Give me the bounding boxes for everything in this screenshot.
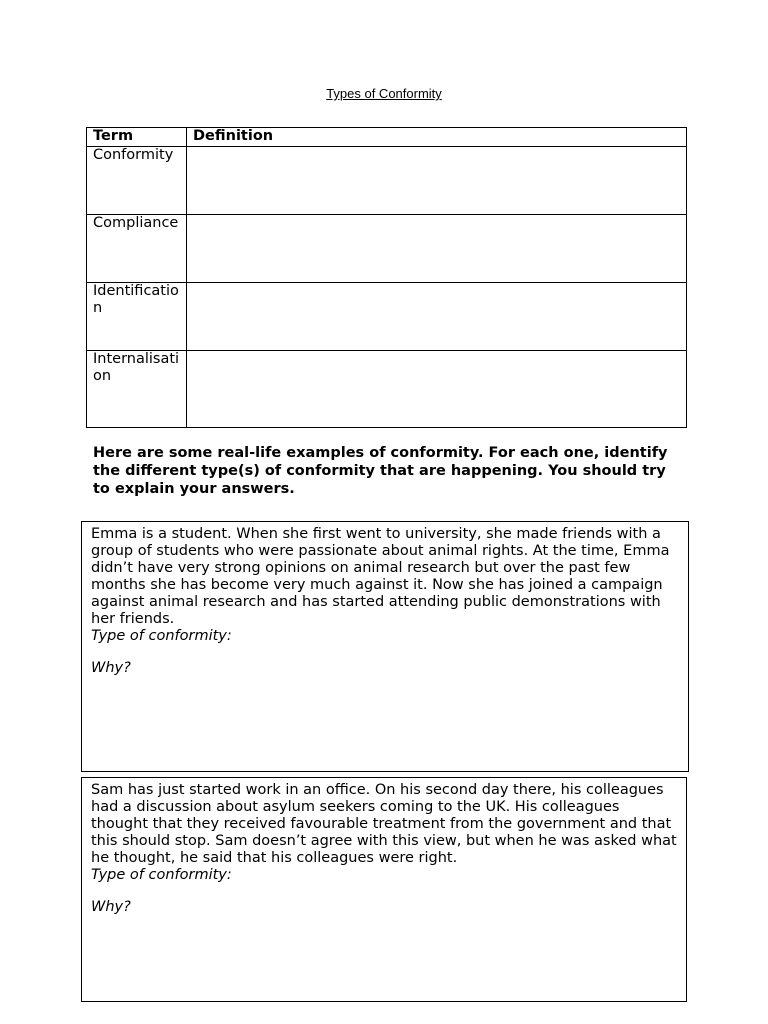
- answer-gap: [91, 645, 680, 660]
- instructions-text: Here are some real-life examples of conformity. For each one, identify the different type(s) of conformity that are happening. You should try to explain your answers.: [93, 445, 668, 497]
- page-title: Types of Conformity: [326, 86, 442, 101]
- term-cell: Compliance: [87, 215, 187, 283]
- definition-cell[interactable]: [187, 215, 687, 283]
- example-box-sam[interactable]: [81, 777, 687, 1002]
- definition-cell[interactable]: [187, 283, 687, 351]
- answer-gap: [91, 884, 678, 899]
- type-of-conformity-label: Type of conformity:: [91, 867, 232, 883]
- table-row: [87, 215, 687, 283]
- term-cell: Conformity: [87, 147, 187, 215]
- why-label: Why?: [91, 899, 131, 915]
- table-header-row: [87, 128, 687, 147]
- definition-cell[interactable]: [187, 147, 687, 215]
- example-box-emma[interactable]: [81, 521, 689, 772]
- table-row: [87, 147, 687, 215]
- table-row: [87, 351, 687, 428]
- definitions-table: [86, 127, 687, 428]
- term-cell: Internalisation: [87, 351, 187, 428]
- type-of-conformity-label: Type of conformity:: [91, 628, 232, 644]
- term-cell: Identification: [87, 283, 187, 351]
- column-header-definition: Definition: [187, 128, 687, 147]
- example-scenario-text: Sam has just started work in an office. On his second day there, his colleagues had a discussion about asylum seekers coming to the UK. His colleagues thought that they received favourable treatment from the government and that this should stop. Sam doesn’t agree with this view, but when he was asked what he thought, he said that his colleagues were right.: [91, 782, 677, 866]
- why-label: Why?: [91, 660, 131, 676]
- table-row: [87, 283, 687, 351]
- example-scenario-text: Emma is a student. When she first went to university, she made friends with a group of students who were passionate about animal rights. At the time, Emma didn’t have very strong opinions on animal research but over the past few months she has become very much against it. Now she has joined a campaign against animal research and has started attending public demonstrations with her friends.: [91, 526, 670, 627]
- definition-cell[interactable]: [187, 351, 687, 428]
- column-header-term: Term: [87, 128, 187, 147]
